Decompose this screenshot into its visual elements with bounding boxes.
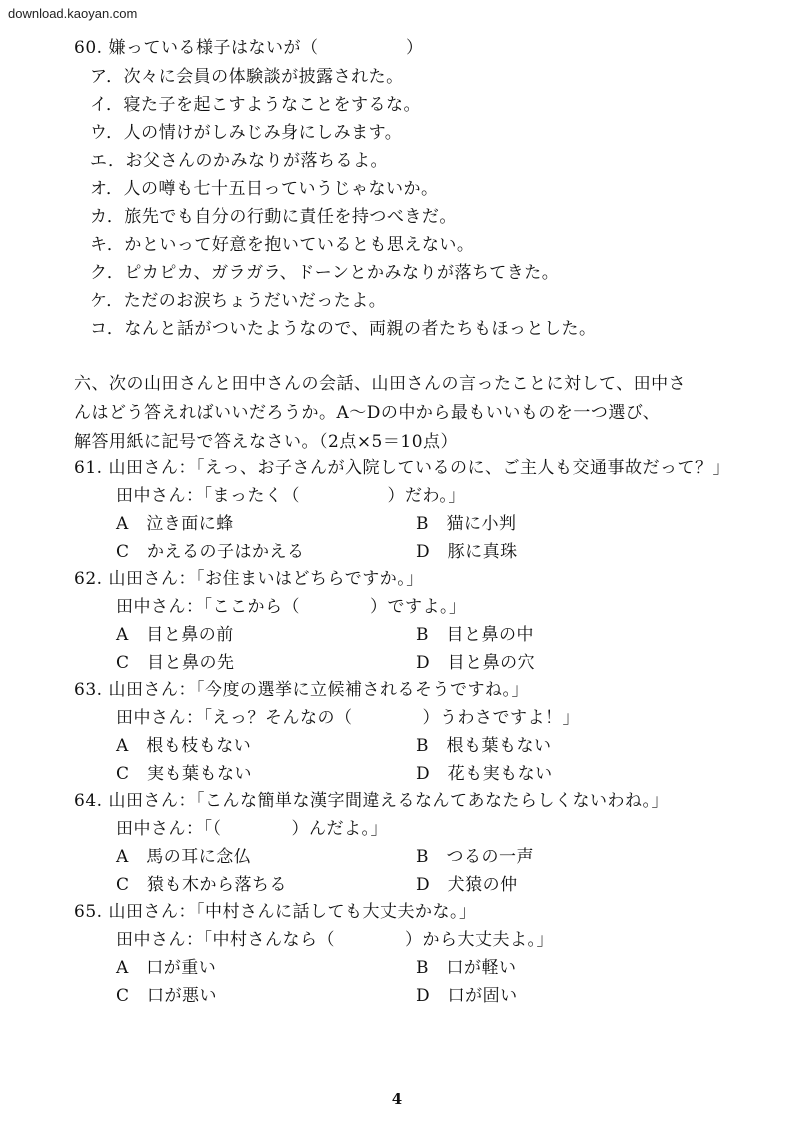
- q60-option-ka: カ．旅先でも自分の行動に責任を持つべきだ。: [90, 207, 457, 227]
- q64-choice-b: B つるの一声: [416, 847, 534, 867]
- q61-choice-b: B 猫に小判: [416, 514, 517, 534]
- q65-tanaka: 田中さん：「中村さんなら（ ）から大丈夫よ。」: [116, 930, 554, 950]
- q65-choice-a: A 口が重い: [116, 958, 217, 978]
- q60-option-e: エ．お父さんのかみなりが落ちるよ。: [90, 151, 389, 171]
- q65-choice-b: B 口が軽い: [416, 958, 517, 978]
- q60-option-o: オ．人の噂も七十五日っていうじゃないか。: [90, 179, 439, 199]
- q62-choice-c: C 目と鼻の先: [116, 653, 235, 673]
- q60-option-a: ア．次々に会員の体験談が披露された。: [90, 67, 404, 87]
- q64-tanaka: 田中さん：「（ ）んだよ。」: [116, 819, 388, 839]
- q61-choice-a: A 泣き面に蜂: [116, 514, 234, 534]
- q60-option-ku: ク．ピカピカ、ガラガラ、ドーンとかみなりが落ちてきた。: [90, 263, 560, 283]
- q63-choice-d: D 花も実もない: [416, 764, 553, 784]
- watermark: download.kaoyan.com: [8, 6, 138, 21]
- q62-choice-b: B 目と鼻の中: [416, 625, 534, 645]
- q64-yamada: 64. 山田さん：「こんな簡単な漢字間違えるなんてあなたらしくないわね。」: [74, 791, 669, 811]
- q62-yamada: 62. 山田さん：「お住まいはどちらですか。」: [74, 569, 424, 589]
- q60-option-ke: ケ．ただのお涙ちょうだいだったよ。: [90, 291, 387, 311]
- q65-choice-c: C 口が悪い: [116, 986, 218, 1006]
- q65-choice-d: D 口が固い: [416, 986, 518, 1006]
- q61-choice-d: D 豚に真珠: [416, 542, 518, 562]
- q60-option-ko: コ．なんと話がついたようなので、両親の者たちもほっとした。: [90, 319, 597, 339]
- section6-instruction-3: 解答用紙に記号で答えなさい。（2点×5＝10点）: [74, 432, 459, 452]
- q61-yamada: 61. 山田さん：「えっ、お子さんが入院しているのに、ご主人も交通事故だって？」: [74, 458, 730, 478]
- q64-choice-a: A 馬の耳に念仏: [116, 847, 252, 867]
- q64-choice-c: C 猿も木から落ちる: [116, 875, 288, 895]
- q63-choice-c: C 実も葉もない: [116, 764, 253, 784]
- q65-yamada: 65. 山田さん：「中村さんに話しても大丈夫かな。」: [74, 902, 477, 922]
- q60-option-i: イ．寝た子を起こすようなことをするな。: [90, 95, 421, 115]
- section6-instruction-2: んはどう答えればいいだろうか。A～Dの中から最もいいものを一つ選び、: [74, 403, 661, 423]
- q60-option-ki: キ．かといって好意を抱いているとも思えない。: [90, 235, 475, 255]
- q62-choice-a: A 目と鼻の前: [116, 625, 234, 645]
- q61-choice-c: C かえるの子はかえる: [116, 542, 305, 562]
- q64-choice-d: D 犬猿の仲: [416, 875, 518, 895]
- q60-option-u: ウ．人の情けがしみじみ身にしみます。: [90, 123, 403, 143]
- page-number: 4: [391, 1090, 403, 1108]
- q63-choice-b: B 根も葉もない: [416, 736, 552, 756]
- q63-yamada: 63. 山田さん：「今度の選挙に立候補されるそうですね。」: [74, 680, 529, 700]
- q60-stem: 60. 嫌っている様子はないが（ ）: [74, 38, 424, 58]
- q62-tanaka: 田中さん：「ここから（ ）ですよ。」: [116, 597, 467, 617]
- section6-instruction-1: 六、次の山田さんと田中さんの会話、山田さんの言ったことに対して、田中さ: [74, 374, 687, 394]
- q63-tanaka: 田中さん：「えっ？そんなの（ ）うわさですよ！」: [116, 708, 580, 728]
- q61-tanaka: 田中さん：「まったく（ ）だわ。」: [116, 486, 466, 506]
- q63-choice-a: A 根も枝もない: [116, 736, 252, 756]
- q62-choice-d: D 目と鼻の穴: [416, 653, 536, 673]
